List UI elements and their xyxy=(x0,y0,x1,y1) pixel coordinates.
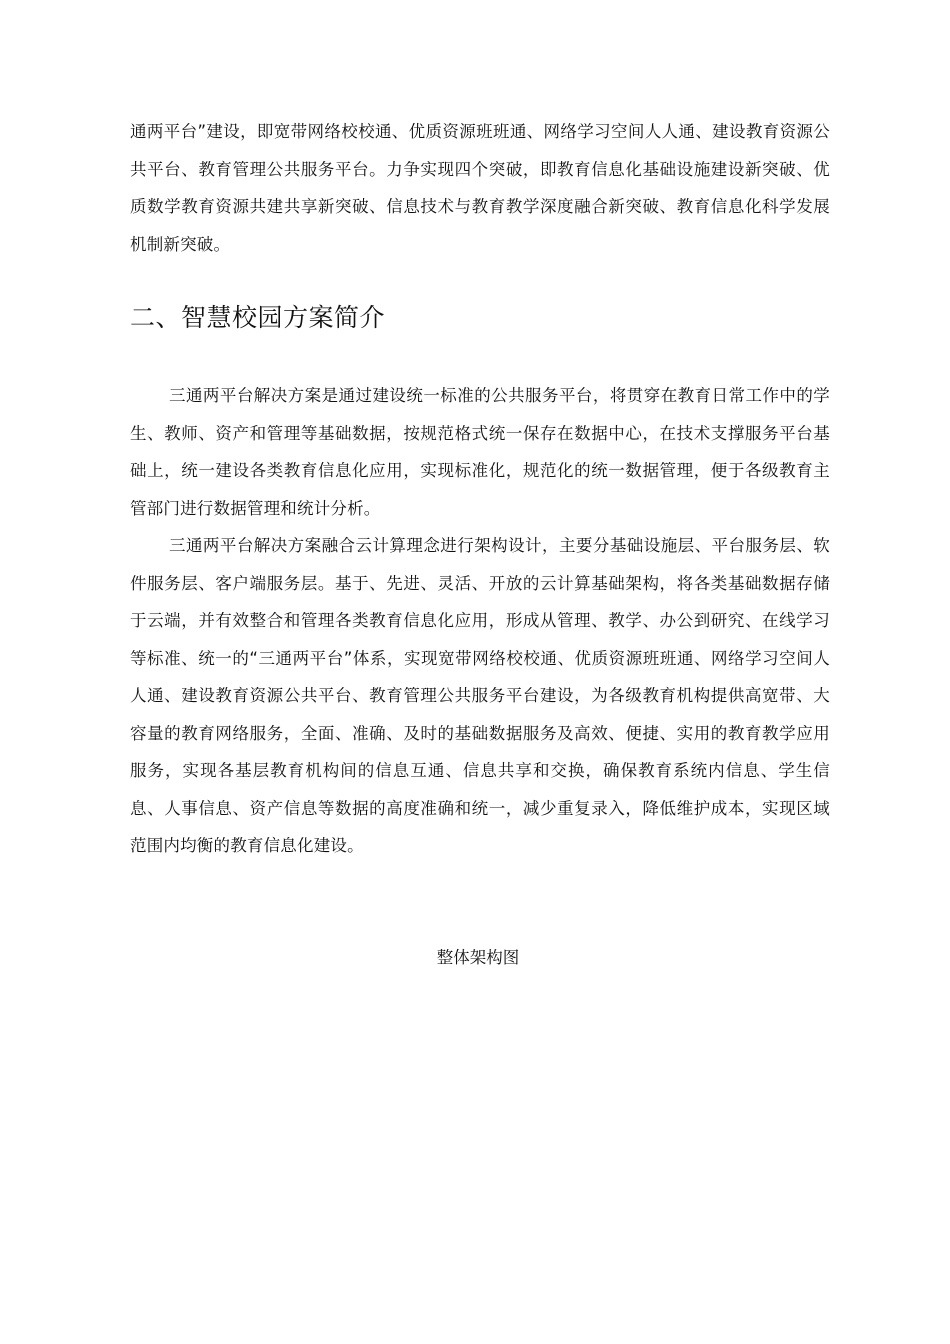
figure-caption: 整体架构图 xyxy=(436,948,520,967)
paragraph-intro: 通两平台”建设，即宽带网络校校通、优质资源班班通、网络学习空间人人通、建设教育资源公共平台、教育管理公共服务平台。力争实现四个突破，即教育信息化基础设施建设新突破、优质数学教育资源共建共享新突破、信息技术与教育教学深度融合新突破、教育信息化科学发展机制新突破。 xyxy=(130,122,830,254)
paragraph-architecture: 三通两平台解决方案融合云计算理念进行架构设计，主要分基础设施层、平台服务层、软件服务层、客户端服务层。基于、先进、灵活、开放的云计算基础架构，将各类基础数据存储于云端，并有效整合和管理各类教育信息化应用，形成从管理、教学、办公到研究、在线学习等标准、统一的“三通两平台”体系，实现宽带网络校校通、优质资源班班通、网络学习空间人人通、建设教育资源公共平台、教育管理公共服务平台建设，为各级教育机构提供高宽带、大容量的教育网络服务，全面、准确、及时的基础数据服务及高效、便捷、实用的教育教学应用服务，实现各基层教育机构间的信息互通、信息共享和交换，确保教育系统内信息、学生信息、人事信息、资产信息等数据的高度准确和统一，减少重复录入，降低维护成本，实现区域范围内均衡的教育信息化建设。 xyxy=(130,536,830,855)
section-heading: 二、智慧校园方案简介 xyxy=(130,303,386,332)
paragraph-solution-overview: 三通两平台解决方案是通过建设统一标准的公共服务平台，将贯穿在教育日常工作中的学生、教师、资产和管理等基础数据，按规范格式统一保存在数据中心，在技术支撑服务平台基础上，统一建设各类教育信息化应用，实现标准化，规范化的统一数据管理，便于各级教育主管部门进行数据管理和统计分析。 xyxy=(130,386,830,518)
